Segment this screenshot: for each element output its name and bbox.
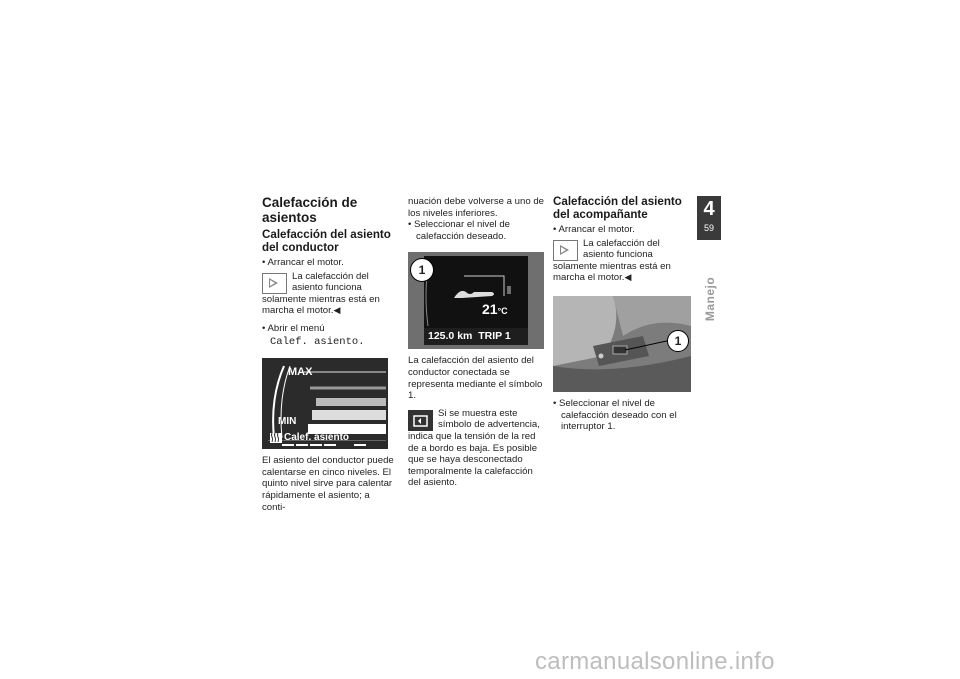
section-title-passenger: Calefacción del asiento del acompañante — [553, 195, 682, 221]
temperature-value: 21°C — [482, 301, 508, 318]
note-block: La calefacción del asiento funciona solamente mientras está en marcha el motor.◀ — [262, 270, 380, 317]
chapter-number: 4 — [703, 198, 715, 220]
chapter-tab — [697, 196, 721, 240]
step-select-switch: • Seleccionar el nivel de calefacción deseado con el interruptor 1. — [553, 397, 677, 433]
body-text: El asiento del conductor puede calentarse en cinco niveles. El quinto nivel sirve para calentar rápidamente el asiento; a conti- — [262, 455, 394, 513]
passenger-seat-figure — [553, 296, 691, 392]
page-number: 59 — [703, 223, 714, 233]
step-select-level: • Seleccionar el nivel de calefacción deseado. — [408, 219, 511, 242]
info-triangle-icon — [262, 273, 287, 294]
max-label: MAX — [288, 366, 313, 379]
section-side-label — [700, 270, 718, 330]
step-start-engine-2: • Arrancar el motor. — [553, 224, 635, 235]
callout-1: 1 — [410, 258, 434, 282]
column-middle — [408, 196, 544, 495]
note-text: La calefacción del asiento funciona solamente mientras está en marcha el motor. — [262, 270, 380, 317]
step-start-engine: • Arrancar el motor. — [262, 257, 344, 268]
seat-heat-display-figure — [262, 358, 388, 449]
subsection-title: Calefacción del asiento del conductor — [262, 228, 391, 254]
body-text-symbol: La calefacción del asiento del conductor conectada se representa mediante el símbolo 1. — [408, 355, 543, 402]
warning-note — [408, 408, 544, 489]
note-block-2: La calefacción del asiento funciona solamente mientras está en marcha el motor.◀ — [553, 237, 671, 284]
column-right — [553, 196, 691, 435]
info-triangle-icon — [553, 240, 578, 261]
display-screen — [424, 256, 528, 345]
section-title: Calefacción de asientos — [262, 195, 358, 225]
watermark: carmanualsonline.info — [535, 648, 775, 675]
body-text-continued: nuación debe volverse a uno de los niveles inferiores. — [408, 196, 545, 219]
min-label: MIN — [278, 416, 297, 428]
column-left — [262, 196, 394, 513]
menu-label: Calef. asiento — [284, 432, 350, 444]
step-open-menu: • Abrir el menú — [262, 322, 325, 334]
dashboard-figure — [408, 252, 544, 349]
trip-readout: 125.0 km TRIP 1 — [428, 330, 511, 343]
warning-text: Si se muestra este símbolo de advertencia, indica que la tensión de la red de a bordo es baja. Es posible que se haya desconectado temporalmente la calefacción del asiento. — [408, 407, 540, 489]
section-name: Manejo — [703, 276, 717, 322]
note-text-2: La calefacción del asiento funciona solamente mientras está en marcha el motor. — [553, 237, 671, 284]
warning-battery-icon — [408, 410, 433, 431]
callout-1-switch: 1 — [667, 330, 689, 352]
menu-name: Calef. asiento. — [270, 335, 365, 348]
